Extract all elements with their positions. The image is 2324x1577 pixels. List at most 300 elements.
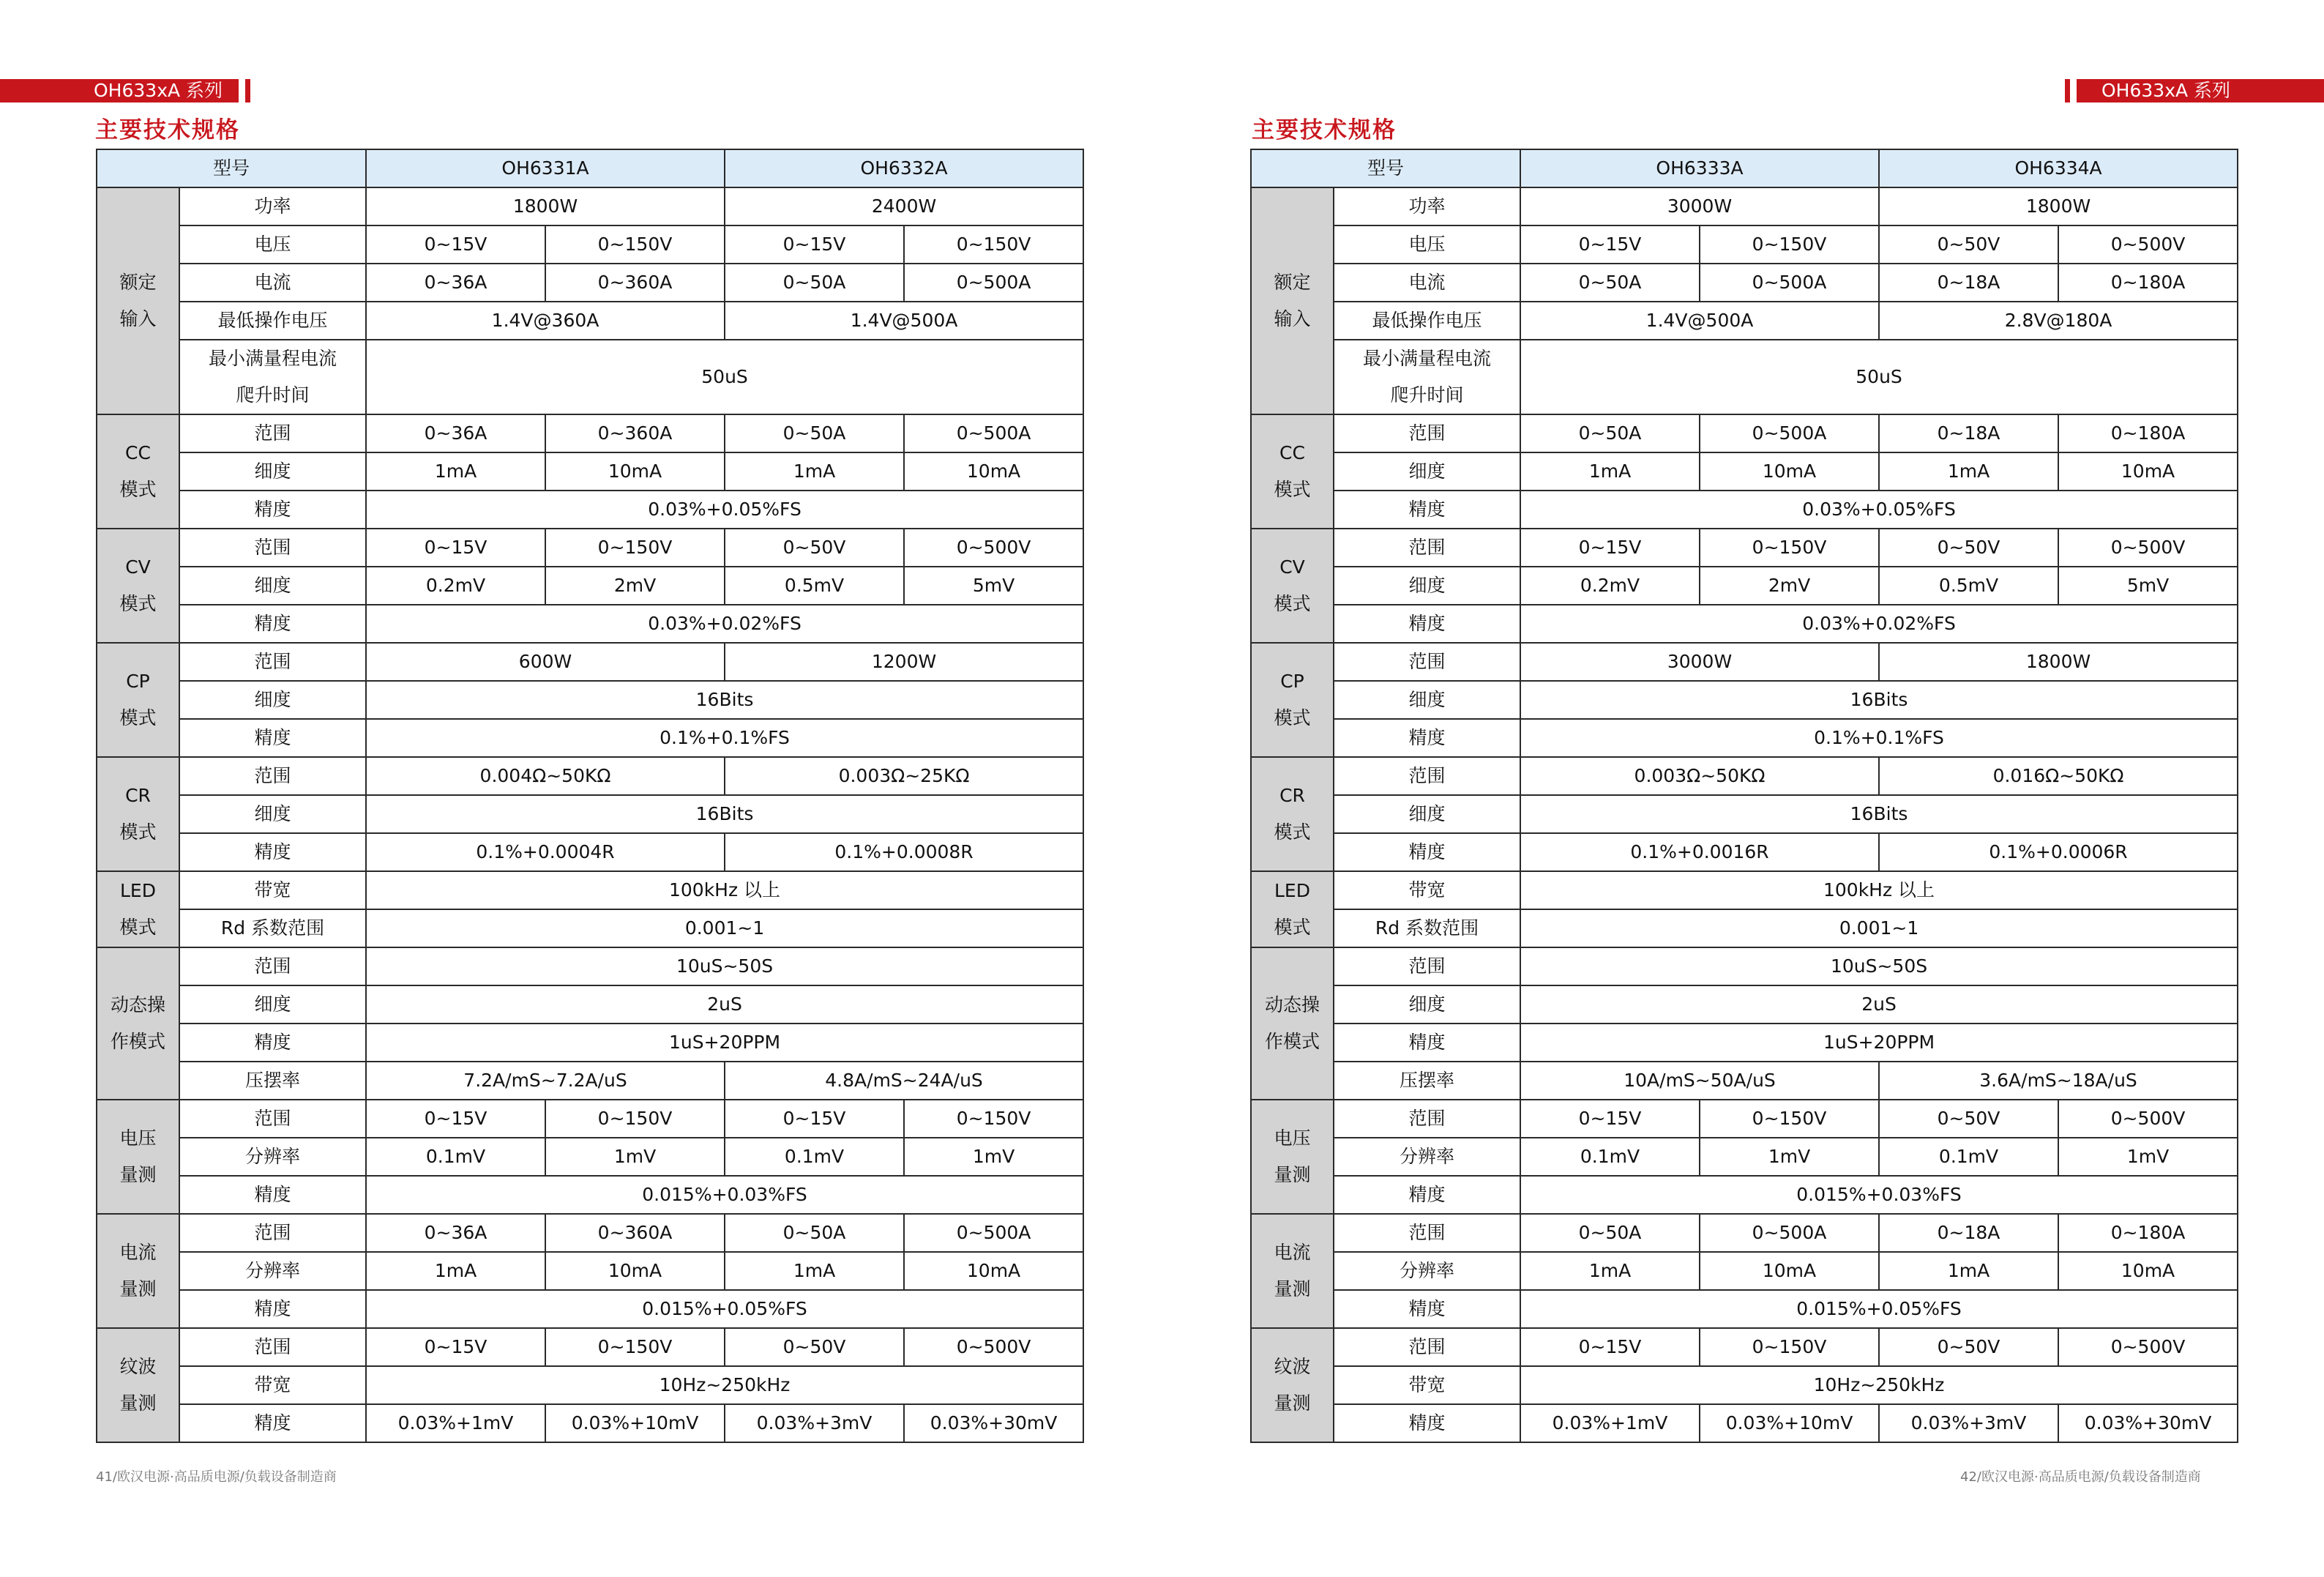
table-cell: 1mA xyxy=(366,1252,545,1290)
table-cell: 0~150V xyxy=(904,225,1083,264)
row-label: 范围 xyxy=(179,757,366,795)
table-row xyxy=(1251,225,2238,264)
table-cell: 0.016Ω~50KΩ xyxy=(1879,757,2238,795)
group-line: 量测 xyxy=(119,1278,157,1300)
table-cell: 0~36A xyxy=(366,1214,545,1252)
model-header: 型号 xyxy=(1251,149,1520,187)
table-row xyxy=(97,1176,1083,1214)
table-cell: 10A/mS~50A/uS xyxy=(1520,1062,1879,1100)
group-line: 电流 xyxy=(119,1242,157,1263)
table-cell: 0~50V xyxy=(725,529,904,567)
table-cell: 0.03%+1mV xyxy=(1520,1404,1700,1442)
group-line: 模式 xyxy=(1274,821,1311,843)
table-cell: 0~500V xyxy=(2058,225,2238,264)
table-row xyxy=(1251,1366,2238,1404)
table-cell: 1mV xyxy=(545,1138,725,1176)
table-cell: 4.8A/mS~24A/uS xyxy=(725,1062,1083,1100)
row-label: 分辨率 xyxy=(179,1252,366,1290)
table-cell: 1800W xyxy=(1879,187,2238,225)
table-row xyxy=(97,1062,1083,1100)
table-cell: 10mA xyxy=(904,1252,1083,1290)
table-row xyxy=(1251,1290,2238,1328)
table-cell: 0~15V xyxy=(366,1100,545,1138)
table-cell: 1mA xyxy=(1520,1252,1700,1290)
table-cell: 600W xyxy=(366,643,725,681)
table-cell: 2400W xyxy=(725,187,1083,225)
row-label: 功率 xyxy=(179,187,366,225)
table-cell: 0~15V xyxy=(366,529,545,567)
row-label: 细度 xyxy=(179,681,366,719)
row-label: 精度 xyxy=(179,1176,366,1214)
table-row xyxy=(97,149,1083,187)
table-row xyxy=(97,187,1083,225)
table-cell: 0~50A xyxy=(1520,414,1700,452)
group-line: 模式 xyxy=(1274,917,1311,938)
row-label: 分辨率 xyxy=(179,1138,366,1176)
row-label: 精度 xyxy=(1334,605,1520,643)
table-cell: 0.004Ω~50KΩ xyxy=(366,757,725,795)
table-cell: 50uS xyxy=(366,340,1083,414)
table-cell: 0~150V xyxy=(545,529,725,567)
label-line: 最小满量程电流 xyxy=(1363,348,1492,369)
group-line: 量测 xyxy=(119,1393,157,1414)
group-line: 模式 xyxy=(1274,707,1311,728)
table-cell: 2.8V@180A xyxy=(1879,302,2238,340)
table-cell: 1200W xyxy=(725,643,1083,681)
row-label: 电压 xyxy=(1334,225,1520,264)
table-cell: 2uS xyxy=(1520,985,2238,1024)
table-row xyxy=(1251,1328,2238,1366)
row-label: 精度 xyxy=(1334,1024,1520,1062)
table-cell: 0~150V xyxy=(545,1100,725,1138)
table-row xyxy=(97,719,1083,757)
table-row xyxy=(1251,1252,2238,1290)
group-line: LED xyxy=(1274,880,1310,901)
table-cell: 0.03%+0.05%FS xyxy=(1520,491,2238,529)
group-line: 动态操 xyxy=(110,994,165,1015)
table-cell: 0~15V xyxy=(1520,529,1700,567)
group-line: 额定 xyxy=(119,272,157,293)
table-cell: 0~50A xyxy=(725,264,904,302)
table-cell: 0~500A xyxy=(1700,414,1879,452)
group-line: 额定 xyxy=(1274,272,1311,293)
table-cell: 0~500A xyxy=(1700,1214,1879,1252)
table-cell: 0~150V xyxy=(1700,1328,1879,1366)
row-label: 细度 xyxy=(179,452,366,491)
row-label: 细度 xyxy=(1334,567,1520,605)
table-cell: 0~500A xyxy=(904,1214,1083,1252)
table-row xyxy=(1251,833,2238,871)
group-current-measure xyxy=(97,1214,179,1328)
table-row xyxy=(1251,1176,2238,1214)
table-cell: 0.1mV xyxy=(366,1138,545,1176)
group-line: 模式 xyxy=(119,593,157,614)
group-voltage-measure xyxy=(97,1100,179,1214)
table-row xyxy=(1251,567,2238,605)
section-title: 主要技术规格 xyxy=(95,117,240,143)
table-cell: 0~500V xyxy=(2058,1100,2238,1138)
table-cell: 0.1mV xyxy=(1520,1138,1700,1176)
table-row xyxy=(97,529,1083,567)
table-cell: 0~180A xyxy=(2058,1214,2238,1252)
row-label: Rd 系数范围 xyxy=(179,909,366,947)
table-cell: 2uS xyxy=(366,985,1083,1024)
table-cell: 1mV xyxy=(2058,1138,2238,1176)
table-cell: 0.03%+0.02%FS xyxy=(1520,605,2238,643)
table-cell: 0.015%+0.03%FS xyxy=(366,1176,1083,1214)
table-cell: 0~50A xyxy=(1520,1214,1700,1252)
banner-tick xyxy=(2065,79,2070,102)
table-cell: 0~500A xyxy=(1700,264,1879,302)
row-label: 精度 xyxy=(1334,719,1520,757)
right-page xyxy=(1162,0,2324,1577)
row-label: 范围 xyxy=(179,1214,366,1252)
row-label: 分辨率 xyxy=(1334,1138,1520,1176)
row-label: 电流 xyxy=(1334,264,1520,302)
table-cell: 0~15V xyxy=(725,225,904,264)
group-dynamic xyxy=(97,947,179,1100)
table-row xyxy=(1251,414,2238,452)
series-banner xyxy=(2077,79,2324,102)
row-label: 范围 xyxy=(1334,947,1520,985)
group-ripple-measure xyxy=(97,1328,179,1442)
table-cell: 0~500V xyxy=(2058,529,2238,567)
table-cell: 0~50V xyxy=(1879,225,2058,264)
series-label: OH633xA 系列 xyxy=(94,80,223,101)
table-row xyxy=(97,681,1083,719)
table-cell: 0.1%+0.1%FS xyxy=(1520,719,2238,757)
table-cell: 1.4V@500A xyxy=(1520,302,1879,340)
group-line: CC xyxy=(1279,442,1305,463)
table-cell: 0.1%+0.0006R xyxy=(1879,833,2238,871)
table-cell: 10Hz~250kHz xyxy=(366,1366,1083,1404)
row-label: 范围 xyxy=(1334,643,1520,681)
row-label: 细度 xyxy=(179,985,366,1024)
table-row xyxy=(1251,795,2238,833)
table-cell: 16Bits xyxy=(1520,681,2238,719)
table-row xyxy=(1251,149,2238,187)
row-label: 范围 xyxy=(1334,529,1520,567)
table-row xyxy=(1251,187,2238,225)
group-led xyxy=(1251,871,1334,947)
group-line: CR xyxy=(125,785,151,806)
table-row xyxy=(1251,947,2238,985)
table-cell: 0.001~1 xyxy=(1520,909,2238,947)
group-line: 模式 xyxy=(119,917,157,938)
table-row xyxy=(1251,1214,2238,1252)
table-row xyxy=(1251,1138,2238,1176)
table-row xyxy=(97,1024,1083,1062)
table-cell: 0~36A xyxy=(366,414,545,452)
group-line: 模式 xyxy=(1274,593,1311,614)
group-rated xyxy=(97,187,179,414)
group-line: 模式 xyxy=(119,479,157,500)
table-row xyxy=(97,985,1083,1024)
table-cell: 3000W xyxy=(1520,643,1879,681)
row-label: Rd 系数范围 xyxy=(1334,909,1520,947)
table-cell: 0~150V xyxy=(545,1328,725,1366)
table-row xyxy=(97,757,1083,795)
model-a-header: OH6333A xyxy=(1520,149,1879,187)
table-cell: 0~150V xyxy=(1700,529,1879,567)
row-label: 范围 xyxy=(1334,757,1520,795)
table-row xyxy=(1251,1062,2238,1100)
table-cell: 1mA xyxy=(1879,452,2058,491)
table-cell: 0.03%+10mV xyxy=(545,1404,725,1442)
table-row xyxy=(97,302,1083,340)
table-cell: 10mA xyxy=(2058,452,2238,491)
table-row xyxy=(97,1328,1083,1366)
table-cell: 0~15V xyxy=(725,1100,904,1138)
group-line: 量测 xyxy=(1274,1393,1311,1414)
label-line: 爬升时间 xyxy=(1390,384,1464,406)
group-line: 电压 xyxy=(119,1127,157,1149)
group-line: CP xyxy=(126,671,150,692)
group-line: 作模式 xyxy=(110,1031,165,1052)
table-cell: 100kHz 以上 xyxy=(1520,871,2238,909)
table-row xyxy=(97,1138,1083,1176)
group-cc xyxy=(1251,414,1334,529)
group-line: CR xyxy=(1279,785,1305,806)
table-row xyxy=(97,567,1083,605)
group-cr xyxy=(1251,757,1334,871)
table-row xyxy=(1251,757,2238,795)
table-cell: 0.015%+0.03%FS xyxy=(1520,1176,2238,1214)
table-cell: 0~500V xyxy=(904,529,1083,567)
table-cell: 2mV xyxy=(545,567,725,605)
row-label: 范围 xyxy=(1334,1328,1520,1366)
group-line: 动态操 xyxy=(1264,994,1320,1015)
table-cell: 1800W xyxy=(366,187,725,225)
group-line: CV xyxy=(125,556,151,578)
group-line: 电流 xyxy=(1274,1242,1311,1263)
group-line: 电压 xyxy=(1274,1127,1311,1149)
table-cell: 1uS+20PPM xyxy=(366,1024,1083,1062)
label-line: 爬升时间 xyxy=(236,384,310,406)
banner-tick xyxy=(245,79,250,102)
row-label: 范围 xyxy=(179,529,366,567)
table-cell: 0~18A xyxy=(1879,264,2058,302)
table-cell: 100kHz 以上 xyxy=(366,871,1083,909)
table-cell: 50uS xyxy=(1520,340,2238,414)
table-cell: 1mV xyxy=(904,1138,1083,1176)
group-line: 模式 xyxy=(119,707,157,728)
series-banner xyxy=(0,79,239,102)
model-b-header: OH6334A xyxy=(1879,149,2238,187)
table-row xyxy=(1251,643,2238,681)
table-cell: 3000W xyxy=(1520,187,1879,225)
table-cell: 0~50V xyxy=(1879,529,2058,567)
table-row xyxy=(1251,529,2238,567)
table-row xyxy=(1251,985,2238,1024)
table-cell: 0~50A xyxy=(725,1214,904,1252)
table-cell: 10mA xyxy=(545,452,725,491)
group-cv xyxy=(1251,529,1334,643)
row-label: 精度 xyxy=(179,1290,366,1328)
table-cell: 0~50V xyxy=(1879,1328,2058,1366)
table-row xyxy=(97,605,1083,643)
row-label: 细度 xyxy=(1334,452,1520,491)
table-cell: 0.1%+0.1%FS xyxy=(366,719,1083,757)
table-cell: 16Bits xyxy=(1520,795,2238,833)
table-cell: 0.001~1 xyxy=(366,909,1083,947)
table-row xyxy=(97,909,1083,947)
spec-table xyxy=(96,149,1084,1443)
table-cell: 1uS+20PPM xyxy=(1520,1024,2238,1062)
table-cell: 0~360A xyxy=(545,264,725,302)
table-cell: 0.003Ω~50KΩ xyxy=(1520,757,1879,795)
table-row xyxy=(1251,491,2238,529)
row-label: 细度 xyxy=(1334,681,1520,719)
table-cell: 0.1%+0.0016R xyxy=(1520,833,1879,871)
table-cell: 0~150V xyxy=(1700,225,1879,264)
group-line: 量测 xyxy=(119,1164,157,1185)
group-cv xyxy=(97,529,179,643)
row-label: 细度 xyxy=(1334,795,1520,833)
row-label: 压摆率 xyxy=(1334,1062,1520,1100)
table-cell: 16Bits xyxy=(366,795,1083,833)
row-label: 精度 xyxy=(179,719,366,757)
table-row xyxy=(97,1100,1083,1138)
model-b-header: OH6332A xyxy=(725,149,1083,187)
table-cell: 0.015%+0.05%FS xyxy=(366,1290,1083,1328)
row-label: 范围 xyxy=(179,947,366,985)
group-cp xyxy=(97,643,179,757)
group-line: 输入 xyxy=(1274,308,1311,329)
label-line: 最小满量程电流 xyxy=(209,348,337,369)
table-cell: 0~360A xyxy=(545,1214,725,1252)
row-label: 带宽 xyxy=(1334,1366,1520,1404)
row-label: 范围 xyxy=(1334,1100,1520,1138)
table-row xyxy=(97,1214,1083,1252)
table-row xyxy=(1251,605,2238,643)
row-label: 精度 xyxy=(1334,491,1520,529)
table-row xyxy=(97,1366,1083,1404)
row-label: 细度 xyxy=(179,567,366,605)
spec-table xyxy=(1250,149,2238,1443)
group-rated xyxy=(1251,187,1334,414)
table-row xyxy=(1251,1024,2238,1062)
row-label: 带宽 xyxy=(179,1366,366,1404)
group-led xyxy=(97,871,179,947)
table-row xyxy=(97,1404,1083,1442)
table-cell: 1mA xyxy=(1520,452,1700,491)
row-label: 精度 xyxy=(1334,833,1520,871)
group-current-measure xyxy=(1251,1214,1334,1328)
group-line: LED xyxy=(120,880,156,901)
row-label: 电压 xyxy=(179,225,366,264)
table-cell: 0.2mV xyxy=(366,567,545,605)
row-label: 细度 xyxy=(179,795,366,833)
table-row xyxy=(97,452,1083,491)
table-row xyxy=(97,225,1083,264)
table-row xyxy=(1251,1100,2238,1138)
row-label: 范围 xyxy=(179,1100,366,1138)
row-label: 范围 xyxy=(179,1328,366,1366)
table-cell: 0~50A xyxy=(725,414,904,452)
row-label: 带宽 xyxy=(1334,871,1520,909)
table-cell: 0.015%+0.05%FS xyxy=(1520,1290,2238,1328)
table-cell: 0.2mV xyxy=(1520,567,1700,605)
table-row xyxy=(1251,719,2238,757)
table-cell: 0~15V xyxy=(366,1328,545,1366)
table-row xyxy=(1251,871,2238,909)
table-cell: 16Bits xyxy=(366,681,1083,719)
table-cell: 1mV xyxy=(1700,1138,1879,1176)
table-cell: 0.03%+30mV xyxy=(904,1404,1083,1442)
table-cell: 0.5mV xyxy=(725,567,904,605)
table-cell: 0~500A xyxy=(904,264,1083,302)
table-cell: 0~180A xyxy=(2058,414,2238,452)
table-cell: 1mA xyxy=(725,452,904,491)
row-label: 压摆率 xyxy=(179,1062,366,1100)
model-header: 型号 xyxy=(97,149,366,187)
table-row xyxy=(1251,1404,2238,1442)
group-voltage-measure xyxy=(1251,1100,1334,1214)
table-cell: 0~15V xyxy=(1520,1100,1700,1138)
table-row xyxy=(1251,302,2238,340)
table-row xyxy=(1251,681,2238,719)
table-cell: 0~15V xyxy=(1520,1328,1700,1366)
section-title: 主要技术规格 xyxy=(1252,117,1397,143)
row-label: 分辨率 xyxy=(1334,1252,1520,1290)
table-cell: 0~500V xyxy=(2058,1328,2238,1366)
table-row xyxy=(97,1290,1083,1328)
table-row xyxy=(97,833,1083,871)
table-cell: 0.1mV xyxy=(725,1138,904,1176)
row-label: 精度 xyxy=(179,605,366,643)
table-cell: 0.03%+0.02%FS xyxy=(366,605,1083,643)
table-row xyxy=(1251,909,2238,947)
row-label: 电流 xyxy=(179,264,366,302)
table-cell: 10mA xyxy=(904,452,1083,491)
row-label: 精度 xyxy=(1334,1176,1520,1214)
table-cell: 0~50V xyxy=(725,1328,904,1366)
table-row xyxy=(97,491,1083,529)
page-footer: 41/欧汉电源·高品质电源/负载设备制造商 xyxy=(96,1469,337,1485)
table-cell: 1800W xyxy=(1879,643,2238,681)
row-label: 精度 xyxy=(179,491,366,529)
table-cell: 0~180A xyxy=(2058,264,2238,302)
group-line: 作模式 xyxy=(1264,1031,1320,1052)
table-cell: 1mA xyxy=(1879,1252,2058,1290)
table-row xyxy=(97,643,1083,681)
table-cell: 0.03%+0.05%FS xyxy=(366,491,1083,529)
table-row xyxy=(1251,264,2238,302)
group-line: CV xyxy=(1279,556,1305,578)
table-cell: 10mA xyxy=(2058,1252,2238,1290)
table-cell: 10mA xyxy=(1700,1252,1879,1290)
row-label: 范围 xyxy=(1334,1214,1520,1252)
table-cell: 0~15V xyxy=(1520,225,1700,264)
table-cell: 0.03%+1mV xyxy=(366,1404,545,1442)
table-cell: 0~18A xyxy=(1879,414,2058,452)
table-cell: 0~50A xyxy=(1520,264,1700,302)
row-label: 最低操作电压 xyxy=(179,302,366,340)
table-cell: 0~360A xyxy=(545,414,725,452)
table-cell: 0.1mV xyxy=(1879,1138,2058,1176)
group-cr xyxy=(97,757,179,871)
row-label: 范围 xyxy=(1334,414,1520,452)
row-label: 范围 xyxy=(179,414,366,452)
table-cell: 0~50V xyxy=(1879,1100,2058,1138)
row-label: 带宽 xyxy=(179,871,366,909)
row-label: 精度 xyxy=(1334,1290,1520,1328)
table-cell: 7.2A/mS~7.2A/uS xyxy=(366,1062,725,1100)
row-label: 最低操作电压 xyxy=(1334,302,1520,340)
table-cell: 0.03%+3mV xyxy=(725,1404,904,1442)
group-line: 量测 xyxy=(1274,1278,1311,1300)
